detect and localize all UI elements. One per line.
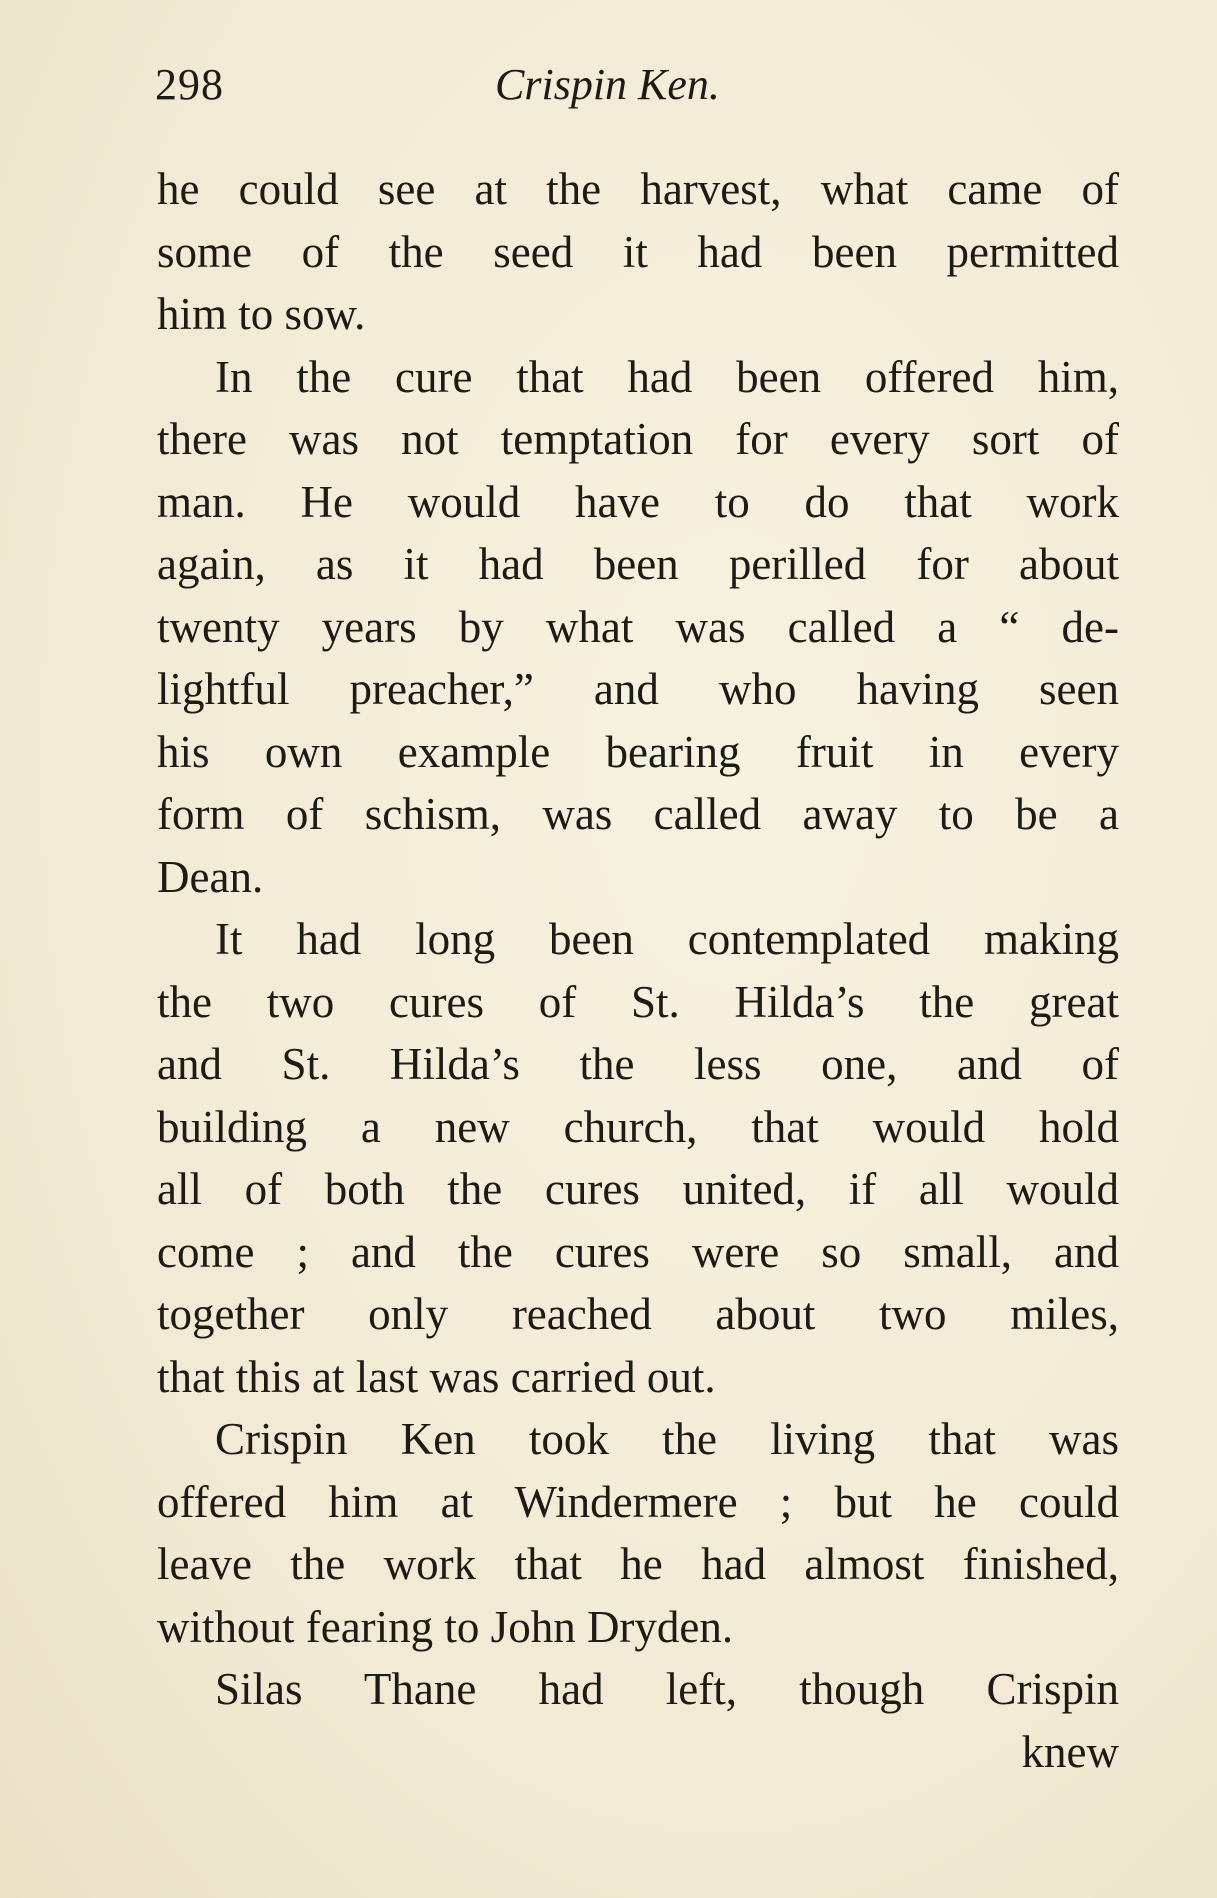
text-line: building a new church, that would hold: [157, 1101, 1119, 1152]
text-line: man. He would have to do that work: [157, 476, 1119, 527]
text-line: twenty years by what was called a “ de-: [157, 601, 1119, 652]
text-line: his own example bearing fruit in every: [157, 726, 1119, 777]
running-title: Crispin Ken.: [495, 60, 720, 109]
text-line: together only reached about two miles,: [157, 1289, 1119, 1339]
text-line: In the cure that had been offered him,: [215, 351, 1119, 402]
text-line: leave the work that he had almost finished,: [157, 1539, 1119, 1589]
text-line: again, as it had been perilled for about: [157, 539, 1119, 589]
text-line: the two cures of St. Hilda’s the great: [157, 976, 1119, 1027]
text-line: Silas Thane had left, though Crispin: [215, 1664, 1119, 1714]
running-head: [155, 55, 1115, 115]
text-line: all of both the cures united, if all would: [157, 1164, 1119, 1214]
text-line: him to sow.: [157, 289, 366, 339]
text-line: lightful preacher,” and who having seen: [157, 664, 1119, 714]
text-line: without fearing to John Dryden.: [157, 1601, 734, 1652]
text-line: Dean.: [157, 851, 264, 902]
text-line: and St. Hilda’s the less one, and of: [157, 1039, 1119, 1089]
text-line: offered him at Windermere ; but he could: [157, 1476, 1119, 1527]
text-line: form of schism, was called away to be a: [157, 789, 1119, 839]
text-line: come ; and the cures were so small, and: [157, 1226, 1119, 1277]
page-number: 298: [155, 60, 224, 109]
text-line: there was not temptation for every sort of: [157, 414, 1119, 464]
catchword: knew: [1021, 1726, 1119, 1777]
text-line: that this at last was carried out.: [157, 1351, 716, 1402]
body-text: [157, 158, 1119, 1783]
text-line: some of the seed it had been permitted: [157, 226, 1119, 277]
text-line: he could see at the harvest, what came of: [157, 164, 1119, 214]
text-line: Crispin Ken took the living that was: [215, 1414, 1119, 1464]
text-line: It had long been contemplated making: [215, 914, 1119, 964]
